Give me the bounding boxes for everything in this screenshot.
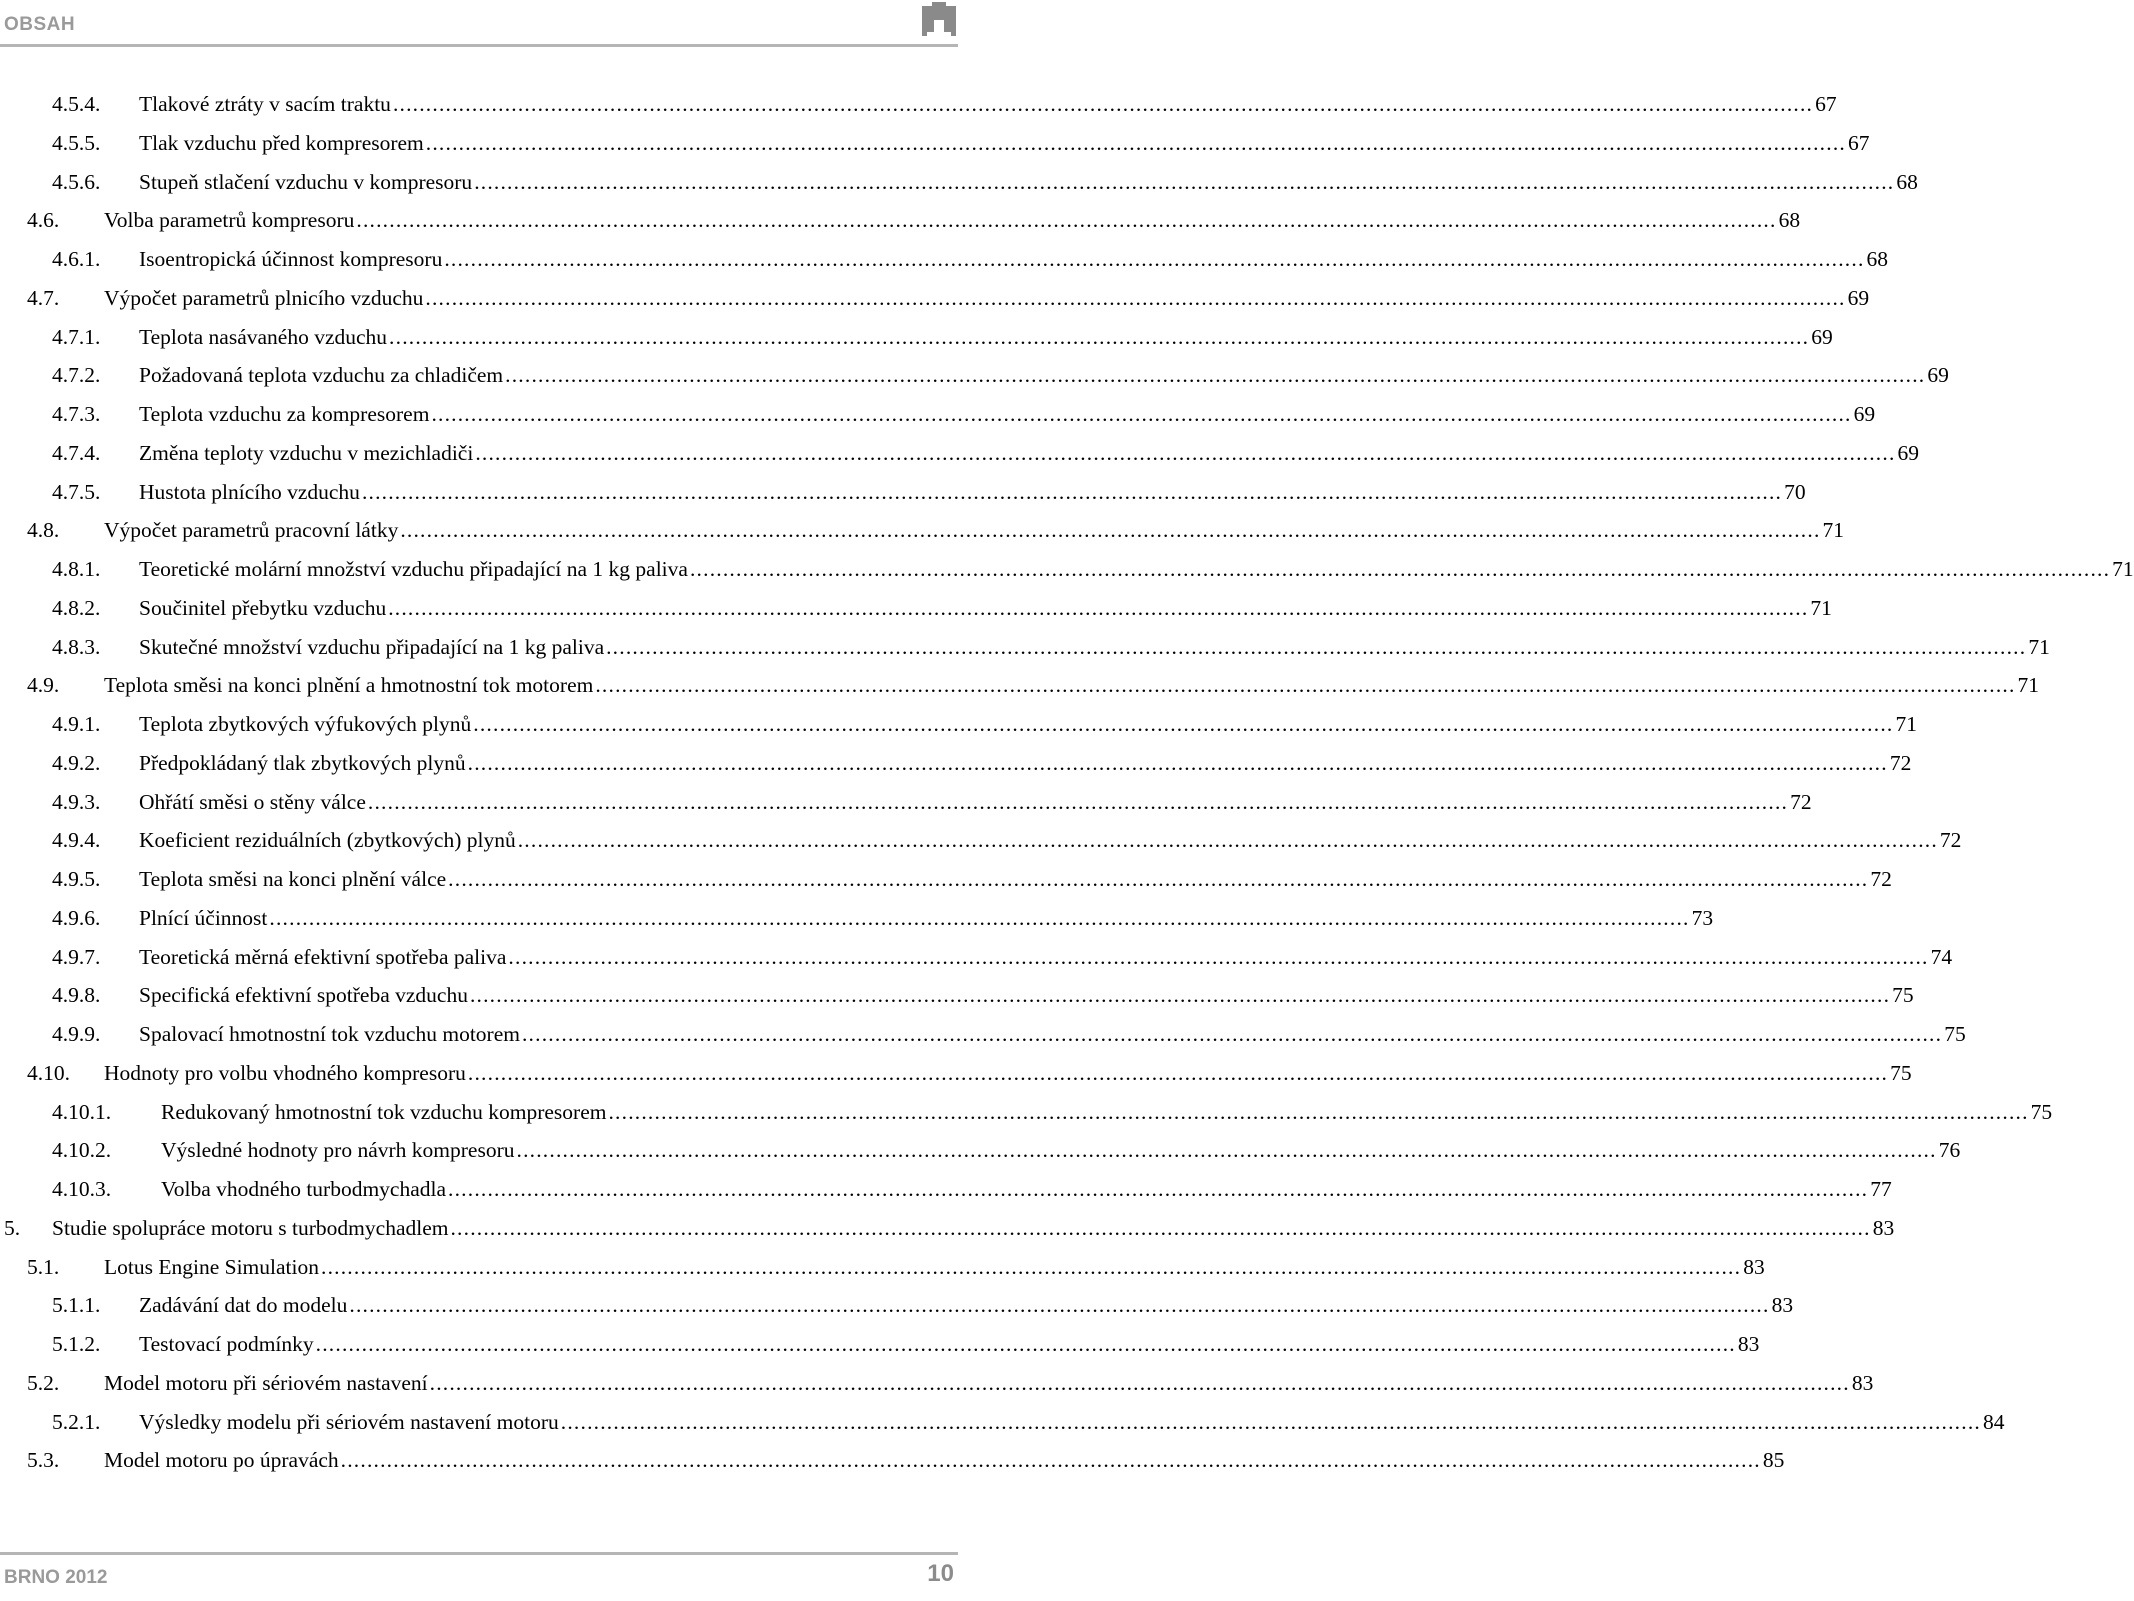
toc-entry[interactable] bbox=[52, 127, 1870, 159]
toc-entry-title: Součinitel přebytku vzduchu bbox=[139, 595, 387, 620]
toc-entry-page: 69 bbox=[1927, 363, 1949, 388]
toc-entry-number: 4.10. bbox=[27, 1060, 70, 1085]
toc-entry-leader bbox=[470, 979, 1890, 1011]
toc-entry-number: 4.7.2. bbox=[52, 363, 101, 388]
toc-entry-page: 77 bbox=[1870, 1177, 1892, 1201]
toc-entry-title: Zadávání dat do modelu bbox=[139, 1293, 348, 1318]
toc-entry[interactable] bbox=[52, 747, 1912, 779]
toc-entry-leader bbox=[356, 204, 1776, 236]
toc-entry-page: 83 bbox=[1743, 1254, 1765, 1279]
toc-entry-number: 5.1. bbox=[27, 1254, 60, 1279]
footer-location-year: BRNO 2012 bbox=[4, 1567, 108, 1588]
toc-entry-page: 74 bbox=[1930, 944, 1953, 969]
toc-entry-number: 4.7. bbox=[27, 285, 60, 310]
toc-entry-title: Isoentropická účinnost kompresoru bbox=[139, 247, 443, 271]
toc-entry-leader bbox=[388, 592, 1808, 624]
toc-entry[interactable] bbox=[27, 1444, 1785, 1476]
toc-entry-page: 83 bbox=[1851, 1370, 1874, 1395]
toc-entry-page: 68 bbox=[1896, 169, 1918, 194]
toc-entry-page: 84 bbox=[1982, 1409, 2005, 1434]
toc-entry-leader bbox=[393, 88, 1813, 120]
toc-entry[interactable] bbox=[27, 1057, 1912, 1089]
toc-entry-number: 4.10.2. bbox=[52, 1138, 112, 1163]
toc-entry-leader bbox=[444, 243, 1864, 275]
toc-entry-title: Testovací podmínky bbox=[139, 1332, 314, 1356]
toc-entry-title: Výsledky modelu při sériovém nastavení motoru bbox=[139, 1409, 559, 1434]
toc-entry-title: Požadovaná teplota vzduchu za chladičem bbox=[139, 363, 504, 388]
toc-entry-leader bbox=[362, 476, 1782, 508]
toc-entry[interactable] bbox=[52, 437, 1920, 469]
toc-entry[interactable] bbox=[52, 1018, 1966, 1050]
toc-entry-number: 5.2.1. bbox=[52, 1409, 101, 1434]
toc-entry-title: Teplota zbytkových výfukových plynů bbox=[139, 712, 472, 736]
toc-entry-page: 73 bbox=[1691, 905, 1714, 930]
toc-entry-leader bbox=[475, 437, 1895, 469]
toc-entry-page: 72 bbox=[1889, 750, 1912, 775]
toc-entry-leader bbox=[608, 1096, 2028, 1128]
toc-entry[interactable] bbox=[27, 1367, 1874, 1399]
toc-entry[interactable] bbox=[52, 631, 2050, 663]
toc-entry-page: 67 bbox=[1815, 92, 1837, 116]
toc-entry-number: 4.8.2. bbox=[52, 595, 101, 620]
toc-entry-leader bbox=[474, 166, 1894, 198]
toc-entry-page: 71 bbox=[1810, 595, 1832, 620]
toc-entry-number: 4.9.7. bbox=[52, 944, 101, 969]
toc-entry-number: 4.9.2. bbox=[52, 750, 101, 775]
toc-entry-page: 71 bbox=[1822, 518, 1845, 543]
toc-entry-number: 4.8.3. bbox=[52, 634, 101, 659]
toc-entry-title: Výsledné hodnoty pro návrh kompresoru bbox=[161, 1138, 515, 1163]
toc-entry-title: Lotus Engine Simulation bbox=[104, 1254, 319, 1279]
toc-entry-page: 75 bbox=[1892, 983, 1914, 1008]
toc-entry[interactable] bbox=[52, 979, 1914, 1011]
toc-entry-title: Skutečné množství vzduchu připadající na 1 kg paliva bbox=[139, 634, 605, 659]
toc-entry-title: Změna teploty vzduchu v mezichladiči bbox=[139, 440, 474, 465]
toc-entry-leader bbox=[448, 1173, 1868, 1205]
toc-entry[interactable] bbox=[52, 166, 1918, 198]
toc-entry[interactable] bbox=[52, 1406, 2005, 1438]
toc-entry-number: 4.8.1. bbox=[52, 557, 101, 581]
toc-entry-title: Teplota směsi na konci plnění a hmotnostní tok motorem bbox=[104, 673, 594, 698]
toc-entry[interactable] bbox=[52, 1096, 2053, 1128]
toc-entry-number: 4.7.4. bbox=[52, 440, 101, 465]
toc-entry-number: 4.9.3. bbox=[52, 789, 101, 814]
toc-entry[interactable] bbox=[27, 282, 1870, 314]
toc-entry-page: 83 bbox=[1872, 1215, 1895, 1240]
toc-entry-number: 4.9.8. bbox=[52, 983, 101, 1008]
toc-entry-leader bbox=[316, 1328, 1736, 1360]
toc-entry-page: 69 bbox=[1811, 324, 1833, 349]
toc-entry-number: 5.1.1. bbox=[52, 1293, 101, 1318]
toc-entry-title: Teoretické molární množství vzduchu připadající na 1 kg paliva bbox=[139, 557, 688, 581]
toc-entry-number: 5.1.2. bbox=[52, 1332, 101, 1356]
toc-entry[interactable] bbox=[52, 941, 1953, 973]
toc-entry-number: 4.9.1. bbox=[52, 712, 101, 736]
toc-entry[interactable] bbox=[52, 1289, 1794, 1321]
toc-entry-page: 71 bbox=[2017, 673, 2040, 698]
toc-entry[interactable] bbox=[27, 669, 2040, 701]
toc-entry[interactable] bbox=[52, 824, 1962, 856]
toc-entry[interactable] bbox=[52, 902, 1714, 934]
page-header bbox=[0, 0, 960, 50]
toc-entry-number: 4.9.9. bbox=[52, 1022, 101, 1046]
toc-entry-title: Tlak vzduchu před kompresorem bbox=[139, 130, 424, 155]
toc-entry-title: Výpočet parametrů plnicího vzduchu bbox=[104, 285, 424, 310]
toc-entry-page: 68 bbox=[1778, 208, 1801, 233]
toc-entry-page: 71 bbox=[2112, 557, 2134, 581]
toc-entry[interactable] bbox=[52, 1173, 1892, 1205]
toc-entry[interactable] bbox=[27, 514, 1845, 546]
toc-entry-number: 4.6. bbox=[27, 208, 60, 233]
toc-entry[interactable] bbox=[52, 592, 1832, 624]
toc-entry-title: Teplota nasávaného vzduchu bbox=[139, 324, 388, 349]
toc-entry-page: 69 bbox=[1853, 402, 1876, 426]
toc-entry-number: 4.9.4. bbox=[52, 828, 101, 853]
toc-entry[interactable] bbox=[52, 88, 1837, 120]
toc-entry-number: 4.5.5. bbox=[52, 130, 101, 155]
toc-entry-leader bbox=[448, 863, 1868, 895]
toc-entry-title: Redukovaný hmotnostní tok vzduchu kompresorem bbox=[161, 1099, 607, 1124]
toc-entry-page: 75 bbox=[1890, 1060, 1912, 1085]
toc-entry[interactable] bbox=[27, 1251, 1765, 1283]
toc-entry-number: 5.3. bbox=[27, 1448, 60, 1473]
toc-entry-page: 72 bbox=[1790, 789, 1812, 814]
toc-entry-number: 4.5.4. bbox=[52, 92, 101, 116]
toc-entry[interactable] bbox=[52, 321, 1833, 353]
toc-entry-number: 4.9.5. bbox=[52, 867, 101, 891]
toc-entry-page: 85 bbox=[1762, 1448, 1785, 1473]
toc-entry-leader bbox=[522, 1018, 1942, 1050]
toc-entry-title: Model motoru při sériovém nastavení bbox=[104, 1370, 428, 1395]
toc-entry-number: 4.7.5. bbox=[52, 479, 101, 504]
toc-entry-title: Stupeň stlačení vzduchu v kompresoru bbox=[139, 169, 473, 194]
toc-entry-title: Koeficient reziduálních (zbytkových) plynů bbox=[139, 828, 516, 853]
toc-entry-page: 68 bbox=[1866, 247, 1889, 271]
toc-entry-title: Spalovací hmotnostní tok vzduchu motorem bbox=[139, 1022, 520, 1046]
toc-entry[interactable] bbox=[4, 1212, 1895, 1244]
toc-entry-number: 5. bbox=[4, 1215, 21, 1240]
toc-entry-title: Volba vhodného turbodmychadla bbox=[161, 1177, 447, 1201]
toc-entry[interactable] bbox=[52, 243, 1889, 275]
toc-entry-number: 4.7.3. bbox=[52, 402, 101, 426]
toc-entry-page: 69 bbox=[1897, 440, 1920, 465]
toc-entry-number: 4.9. bbox=[27, 673, 60, 698]
toc-entry-leader bbox=[505, 359, 1925, 391]
toc-entry-leader bbox=[595, 669, 2015, 701]
toc-entry-leader bbox=[517, 1134, 1937, 1166]
toc-entry-leader bbox=[518, 824, 1938, 856]
toc-entry-leader bbox=[468, 1057, 1888, 1089]
toc-entry-page: 72 bbox=[1939, 828, 1962, 853]
toc-entry-number: 4.10.3. bbox=[52, 1177, 112, 1201]
toc-entry-leader bbox=[349, 1289, 1769, 1321]
toc-entry-title: Hustota plnícího vzduchu bbox=[139, 479, 360, 504]
toc-entry-title: Teoretická měrná efektivní spotřeba paliva bbox=[139, 944, 507, 969]
university-logo-icon bbox=[922, 2, 956, 36]
toc-entry-page: 72 bbox=[1870, 867, 1892, 891]
toc-entry[interactable] bbox=[52, 553, 2134, 585]
toc-entry-number: 4.10.1. bbox=[52, 1099, 112, 1124]
toc-entry[interactable] bbox=[52, 1328, 1760, 1360]
toc-entry-number: 4.9.6. bbox=[52, 905, 101, 930]
toc-entry-leader bbox=[425, 282, 1845, 314]
toc-entry-page: 75 bbox=[1944, 1022, 1966, 1046]
toc-entry-title: Volba parametrů kompresoru bbox=[104, 208, 355, 233]
toc-entry-leader bbox=[368, 786, 1788, 818]
toc-entry-title: Specifická efektivní spotřeba vzduchu bbox=[139, 983, 468, 1008]
toc-entry[interactable] bbox=[52, 786, 1812, 818]
toc-entry-leader bbox=[450, 1212, 1870, 1244]
toc-entry-title: Model motoru po úpravách bbox=[104, 1448, 339, 1473]
toc-entry-page: 76 bbox=[1938, 1138, 1961, 1163]
toc-entry-leader bbox=[426, 127, 1846, 159]
toc-entry[interactable] bbox=[52, 476, 1806, 508]
toc-entry-leader bbox=[341, 1444, 1761, 1476]
toc-entry[interactable] bbox=[52, 863, 1892, 895]
toc-entry-leader bbox=[468, 747, 1888, 779]
toc-entry-leader bbox=[389, 321, 1809, 353]
toc-entry[interactable] bbox=[52, 359, 1949, 391]
toc-entry-leader bbox=[269, 902, 1689, 934]
toc-entry-page: 83 bbox=[1771, 1293, 1794, 1318]
toc-entry-title: Plnící účinnost bbox=[139, 905, 268, 930]
toc-entry-page: 83 bbox=[1737, 1332, 1760, 1356]
toc-entry-leader bbox=[561, 1406, 1981, 1438]
toc-entry-leader bbox=[606, 631, 2026, 663]
toc-entry-page: 75 bbox=[2030, 1099, 2053, 1124]
toc-entry-number: 4.5.6. bbox=[52, 169, 101, 194]
header-divider bbox=[0, 44, 958, 47]
toc-entry-title: Hodnoty pro volbu vhodného kompresoru bbox=[104, 1060, 466, 1085]
toc-entry-page: 71 bbox=[1895, 712, 1917, 736]
toc-entry-page: 70 bbox=[1784, 479, 1806, 504]
toc-entry[interactable] bbox=[52, 398, 1876, 430]
toc-entry-page: 69 bbox=[1847, 285, 1870, 310]
toc-entry-page: 71 bbox=[2028, 634, 2050, 659]
toc-entry-leader bbox=[508, 941, 1928, 973]
toc-entry-leader bbox=[430, 1367, 1850, 1399]
toc-entry-leader bbox=[400, 514, 1820, 546]
toc-entry-leader bbox=[473, 708, 1893, 740]
toc-entry-number: 4.6.1. bbox=[52, 247, 101, 271]
footer-page-number: 10 bbox=[927, 1560, 954, 1587]
toc-entry-title: Teplota směsi na konci plnění válce bbox=[139, 867, 447, 891]
toc-entry[interactable] bbox=[52, 708, 1917, 740]
toc-entry-title: Předpokládaný tlak zbytkových plynů bbox=[139, 750, 466, 775]
toc-entry-leader bbox=[321, 1251, 1741, 1283]
toc-entry-title: Výpočet parametrů pracovní látky bbox=[104, 518, 399, 543]
toc-entry-title: Ohřátí směsi o stěny válce bbox=[139, 789, 366, 814]
toc-entry-leader bbox=[431, 398, 1851, 430]
toc-entry-number: 4.7.1. bbox=[52, 324, 101, 349]
toc-entry-page: 67 bbox=[1847, 130, 1870, 155]
toc-entry-number: 4.8. bbox=[27, 518, 60, 543]
header-title: OBSAH bbox=[4, 14, 76, 35]
toc-entry-title: Teplota vzduchu za kompresorem bbox=[139, 402, 430, 426]
toc-entry-title: Tlakové ztráty v sacím traktu bbox=[139, 92, 391, 116]
toc-entry-number: 5.2. bbox=[27, 1370, 60, 1395]
toc-entry-leader bbox=[690, 553, 2110, 585]
toc-entry-title: Studie spolupráce motoru s turbodmychadlem bbox=[52, 1215, 449, 1240]
footer-divider bbox=[0, 1552, 958, 1555]
toc-entry[interactable] bbox=[52, 1134, 1961, 1166]
toc-entry[interactable] bbox=[27, 204, 1801, 236]
